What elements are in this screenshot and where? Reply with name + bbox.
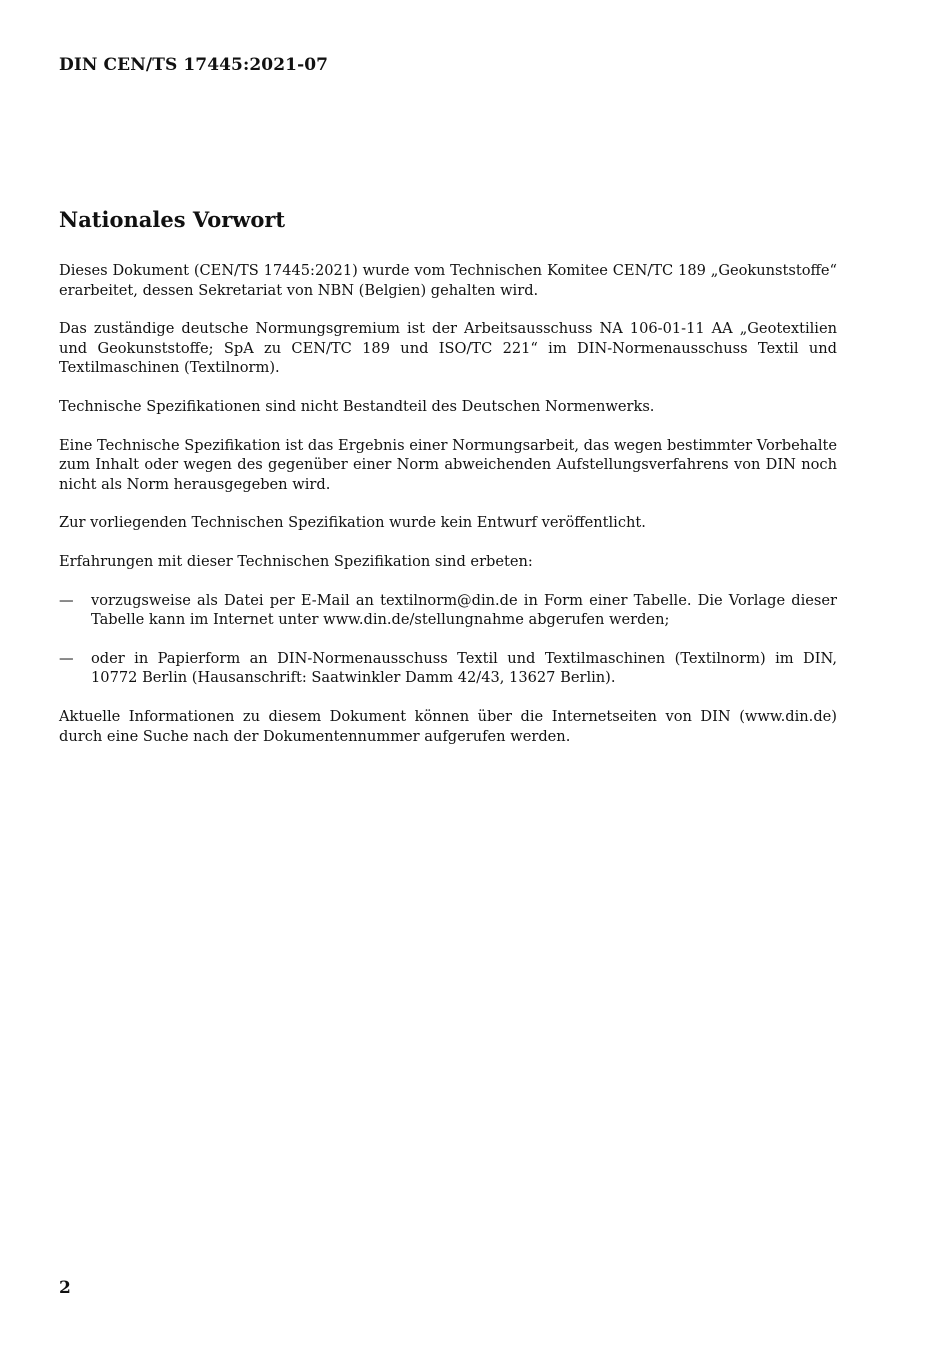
list-item xyxy=(59,649,837,688)
list-item-text: oder in Papierform an DIN-Normenausschuss Textil und Textilmaschinen (Textilnorm) im DIN, 10772 Berlin (Hausanschrift: Saatwinkler Damm 42/43, 13627 Berlin). xyxy=(91,649,837,687)
document-body xyxy=(59,205,837,765)
paragraph-feedback-intro: Erfahrungen mit dieser Technischen Spezifikation sind erbeten: xyxy=(59,552,533,570)
list-item xyxy=(59,591,837,630)
feedback-list xyxy=(59,591,837,688)
paragraph-no-draft: Zur vorliegenden Technischen Spezifikation wurde kein Entwurf veröffentlicht. xyxy=(59,514,646,532)
document-header: DIN CEN/TS 17445:2021-07 xyxy=(59,55,329,75)
section-title: Nationales Vorwort xyxy=(59,207,286,232)
paragraph-committee: Dieses Dokument (CEN/TS 17445:2021) wurde vom Technischen Komitee CEN/TC 189 „Geokunststoffe“ erarbeitet, dessen Sekretariat von NBN (Belgien) gehalten wird. xyxy=(59,262,837,299)
paragraph-definition: Eine Technische Spezifikation ist das Ergebnis einer Normungsarbeit, das wegen bestimmter Vorbehalte zum Inhalt oder wegen des gegenüber einer Norm abweichenden Aufstellungsverfahrens von DIN noch nicht als Norm herausgegeben wird. xyxy=(59,436,837,493)
list-item-text: vorzugsweise als Datei per E-Mail an textilnorm@din.de in Form einer Tabelle. Die Vorlage dieser Tabelle kann im Internet unter www.din.de/stellungnahme abgerufen werden; xyxy=(91,591,837,629)
page-number: 2 xyxy=(59,1278,71,1298)
paragraph-standards-body: Das zuständige deutsche Normungsgremium ist der Arbeitsausschuss NA 106-01-11 AA „Geotextilien und Geokunststoffe; SpA zu CEN/TC 189 und ISO/TC 221“ im DIN-Normenausschuss Textil und Textilmaschinen (Textilnorm). xyxy=(59,320,837,377)
paragraph-not-part: Technische Spezifikationen sind nicht Bestandteil des Deutschen Normenwerks. xyxy=(59,397,655,415)
dash-marker: — xyxy=(59,649,74,667)
dash-marker: — xyxy=(59,591,74,609)
paragraph-closing: Aktuelle Informationen zu diesem Dokument können über die Internetseiten von DIN (www.din.de) durch eine Suche nach der Dokumentennummer aufgerufen werden. xyxy=(59,707,837,745)
